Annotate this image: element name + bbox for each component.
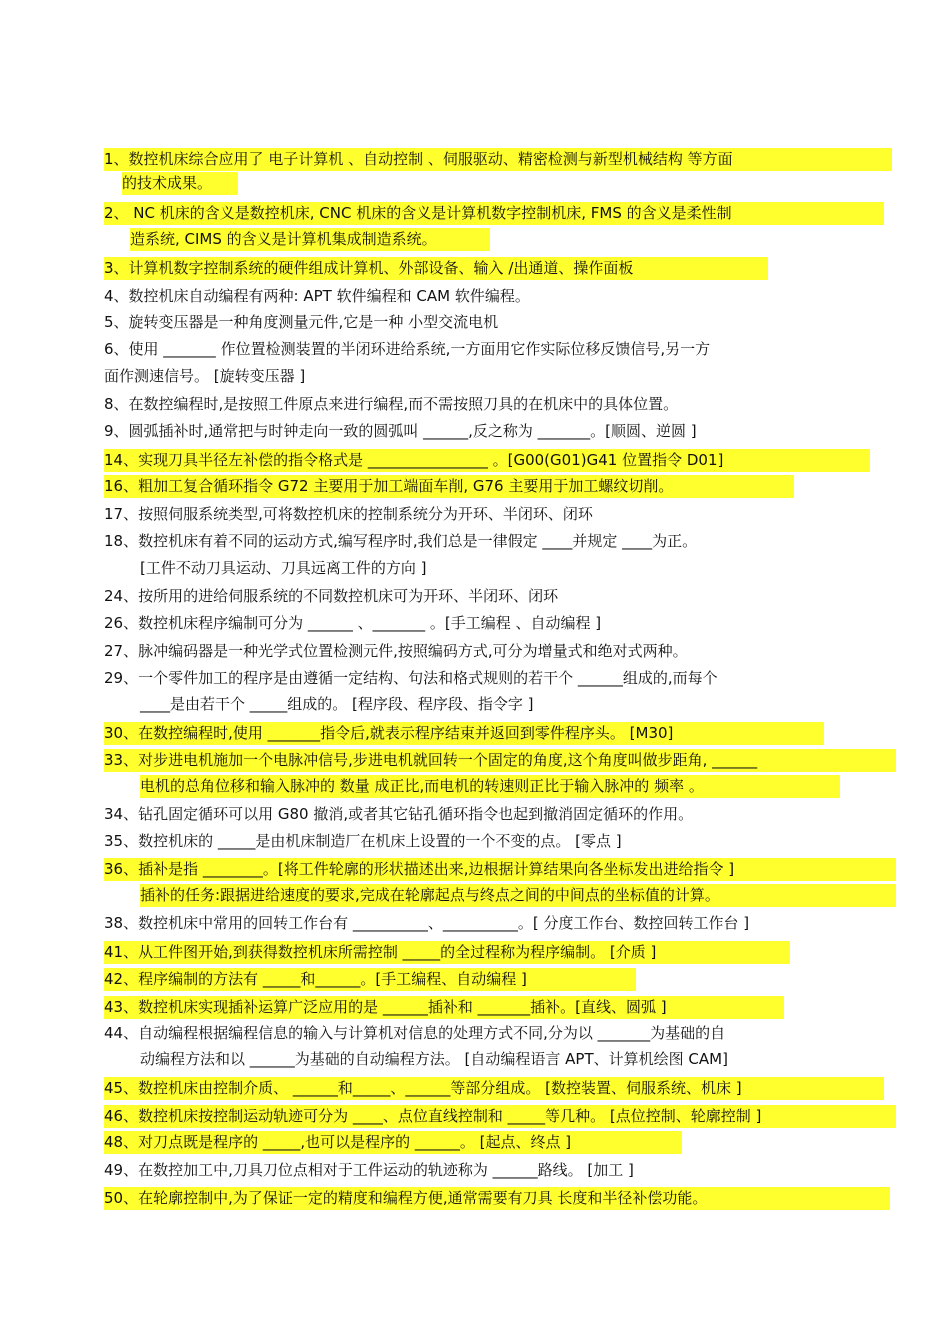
text-line: 50、在轮廓控制中,为了保证一定的精度和编程方便,通常需要有刀具 长度和半径补偿功能。 [104, 1187, 890, 1210]
text-line: 34、钻孔固定循环可以用 G80 撤消,或者其它钻孔循环指令也起到撤消固定循环的作用。 [104, 805, 694, 823]
text-line: 41、从工件图开始,到获得数控机床所需控制 _____的全过程称为程序编制。 [介质 ] [104, 941, 790, 964]
text-line: 24、按所用的进给伺服系统的不同数控机床可为开环、半闭环、闭环 [104, 587, 559, 605]
text-line: 电机的总角位移和输入脉冲的 数量 成正比,而电机的转速则正比于输入脉冲的 频率 。 [140, 775, 840, 798]
text-line: 43、数控机床实现插补运算广泛应用的是 ______插补和 _______插补。[直线、圆弧 ] [104, 996, 784, 1019]
text-line: 38、数控机床中常用的回转工作台有 __________、__________。[ 分度工作台、数控回转工作台 ] [104, 914, 750, 932]
text-line: 8、在数控编程时,是按照工件原点来进行编程,而不需按照刀具的在机床中的具体位置。 [104, 395, 679, 413]
text-line: 17、按照伺服系统类型,可将数控机床的控制系统分为开环、半闭环、闭环 [104, 505, 593, 523]
text-line: 造系统, CIMS 的含义是计算机集成制造系统。 [130, 228, 490, 251]
text-line: 30、在数控编程时,使用 _______指令后,就表示程序结束并返回到零件程序头。 [M30] [104, 722, 824, 745]
text-line: [工件不动刀具运动、刀具远离工件的方向 ] [140, 559, 427, 577]
text-line: 49、在数控加工中,刀具刀位点相对于工件运动的轨迹称为 ______路线。 [加工 ] [104, 1161, 634, 1179]
text-line: 16、粗加工复合循环指令 G72 主要用于加工端面车削, G76 主要用于加工螺纹切削。 [104, 475, 794, 498]
text-line: 45、数控机床由控制介质、 ______和_____、______等部分组成。 [数控装置、伺服系统、机床 ] [104, 1077, 884, 1100]
text-line: 1、数控机床综合应用了 电子计算机 、自动控制 、伺服驱动、精密检测与新型机械结构 等方面 [104, 148, 892, 171]
text-line: 46、数控机床按控制运动轨迹可分为 ____、点位直线控制和 _____等几种。 [点位控制、轮廓控制 ] [104, 1105, 896, 1128]
text-line: 33、对步进电机施加一个电脉冲信号,步进电机就回转一个固定的角度,这个角度叫做步距角, ______ [104, 749, 896, 772]
text-line: 9、圆弧插补时,通常把与时钟走向一致的圆弧叫 ______,反之称为 _______。[顺圆、逆圆 ] [104, 422, 697, 440]
text-line: 27、脉冲编码器是一种光学式位置检测元件,按照编码方式,可分为增量式和绝对式两种。 [104, 642, 688, 660]
text-line: 44、自动编程根据编程信息的输入与计算机对信息的处理方式不同,分为以 _______为基础的自 [104, 1024, 726, 1042]
text-line: 动编程方法和以 ______为基础的自动编程方法。 [自动编程语言 APT、计算机绘图 CAM] [140, 1050, 728, 1068]
text-line: 插补的任务:跟据进给速度的要求,完成在轮廓起点与终点之间的中间点的坐标值的计算。 [140, 884, 896, 907]
text-line: 的技术成果。 [122, 172, 238, 195]
text-line: 3、计算机数字控制系统的硬件组成计算机、外部设备、输入 /出通道、操作面板 [104, 257, 768, 280]
text-line: 5、旋转变压器是一种角度测量元件,它是一种 小型交流电机 [104, 313, 499, 331]
text-line: 42、程序编制的方法有 _____和______。[手工编程、自动编程 ] [104, 968, 636, 991]
text-line: 26、数控机床程序编制可分为 ______ 、_______ 。[手工编程 、自动编程 ] [104, 614, 602, 632]
text-line: 6、使用 _______ 作位置检测装置的半闭环进给系统,一方面用它作实际位移反馈信号,另一方 [104, 340, 711, 358]
text-line: 48、对刀点既是程序的 _____,也可以是程序的 ______。 [起点、终点 ] [104, 1131, 682, 1154]
text-line: 18、数控机床有着不同的运动方式,编写程序时,我们总是一律假定 ____并规定 ____为正。 [104, 532, 698, 550]
text-line: ____是由若干个 _____组成的。 [程序段、程序段、指令字 ] [140, 695, 534, 713]
text-line: 14、实现刀具半径左补偿的指令格式是 ________________ 。[G00(G01)G41 位置指令 D01] [104, 449, 870, 472]
text-line: 36、插补是指 ________。[将工件轮廓的形状描述出来,边根据计算结果向各坐标发出进给指令 ] [104, 858, 896, 881]
text-line: 2、 NC 机床的含义是数控机床, CNC 机床的含义是计算机数字控制机床, FMS 的含义是柔性制 [104, 202, 884, 225]
text-line: 29、一个零件加工的程序是由遵循一定结构、句法和格式规则的若干个 ______组成的,而每个 [104, 669, 718, 687]
text-line: 35、数控机床的 _____是由机床制造厂在机床上设置的一个不变的点。 [零点 ] [104, 832, 622, 850]
text-line: 面作测速信号。 [旋转变压器 ] [104, 367, 306, 385]
text-line: 4、数控机床自动编程有两种: APT 软件编程和 CAM 软件编程。 [104, 287, 530, 305]
